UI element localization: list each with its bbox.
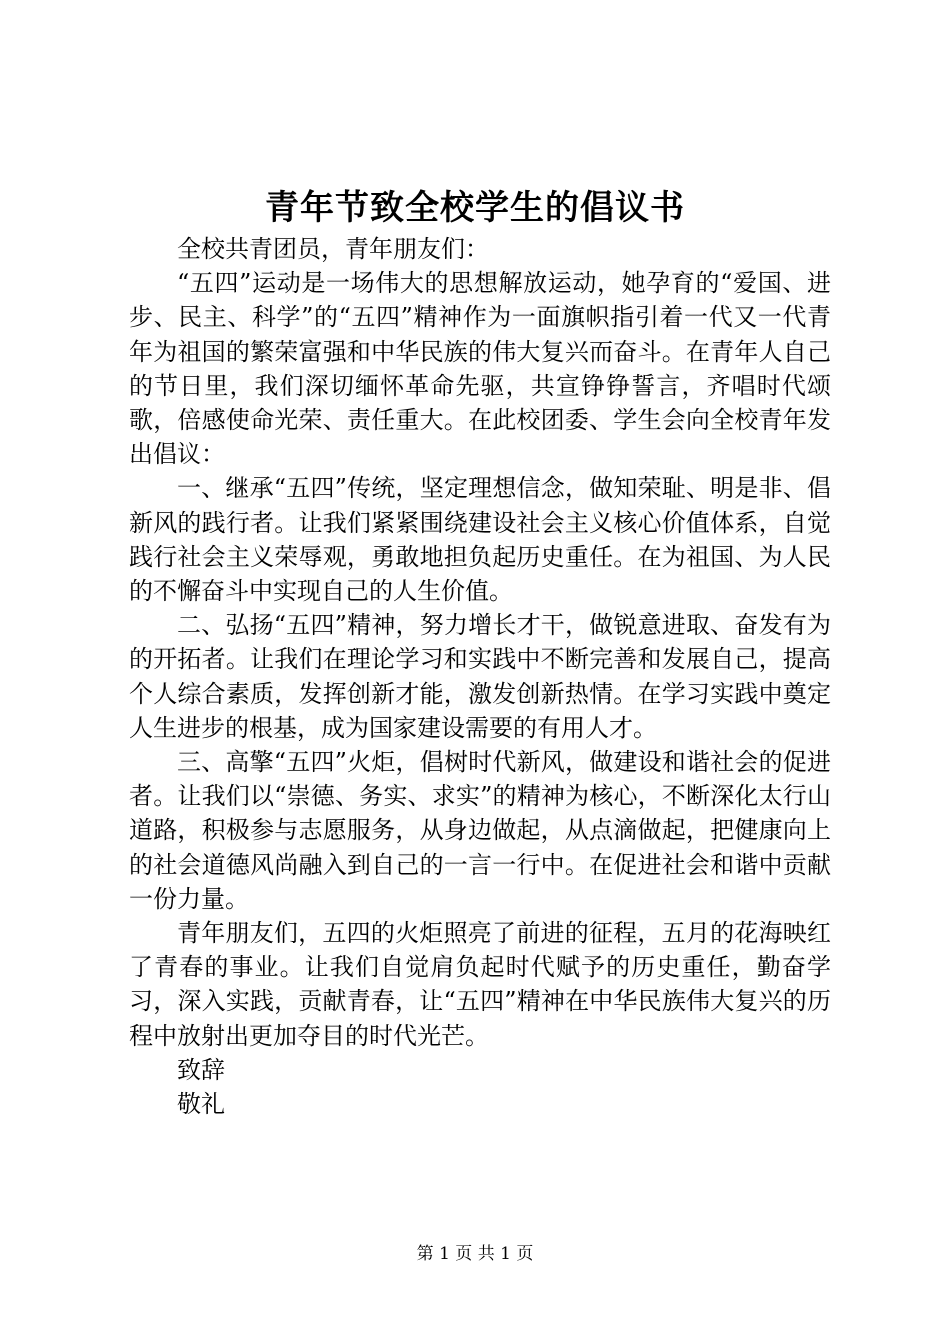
closing-line-2: 敬礼	[177, 1090, 225, 1119]
closing-line-1: 致辞	[177, 1055, 225, 1084]
document-body	[129, 232, 831, 1121]
salutation: 全校共青团员，青年朋友们：	[177, 235, 489, 263]
paragraph-conclusion: 青年朋友们，五四的火炬照亮了前进的征程，五月的花海映红了青春的事业。让我们自觉肩负起时代赋予的历史重任，勤奋学习，深入实践，贡献青春，让“五四”精神在中华民族伟大复兴的历程中放射出更加夺目的时代光芒。	[129, 919, 831, 1050]
paragraph-proposal-2: 二、弘扬“五四”精神，努力增长才干，做锐意进取、奋发有为的开拓者。让我们在理论学习和实践中不断完善和发展自己，提高个人综合素质，发挥创新才能，激发创新热情。在学习实践中奠定人生进步的根基，成为国家建设需要的有用人才。	[129, 611, 831, 742]
page-footer: 第 1 页 共 1 页	[416, 1244, 534, 1264]
document-title: 青年节致全校学生的倡议书	[265, 188, 685, 228]
paragraph-intro: “五四”运动是一场伟大的思想解放运动，她孕育的“爱国、进步、民主、科学”的“五四”精神作为一面旗帜指引着一代又一代青年为祖国的繁荣富强和中华民族的伟大复兴而奋斗。在青年人自己的节日里，我们深切缅怀革命先驱，共宣铮铮誓言，齐唱时代颂歌，倍感使命光荣、责任重大。在此校团委、学生会向全校青年发出倡议：	[129, 269, 831, 469]
paragraph-proposal-1: 一、继承“五四”传统，坚定理想信念，做知荣耻、明是非、倡新风的践行者。让我们紧紧围绕建设社会主义核心价值体系，自觉践行社会主义荣辱观，勇敢地担负起历史重任。在为祖国、为人民的不懈奋斗中实现自己的人生价值。	[129, 474, 831, 606]
paragraph-proposal-3: 三、高擎“五四”火炬，倡树时代新风，做建设和谐社会的促进者。让我们以“崇德、务实、求实”的精神为核心，不断深化太行山道路，积极参与志愿服务，从身边做起，从点滴做起，把健康向上的社会道德风尚融入到自己的一言一行中。在促进社会和谐中贡献一份力量。	[129, 748, 831, 913]
